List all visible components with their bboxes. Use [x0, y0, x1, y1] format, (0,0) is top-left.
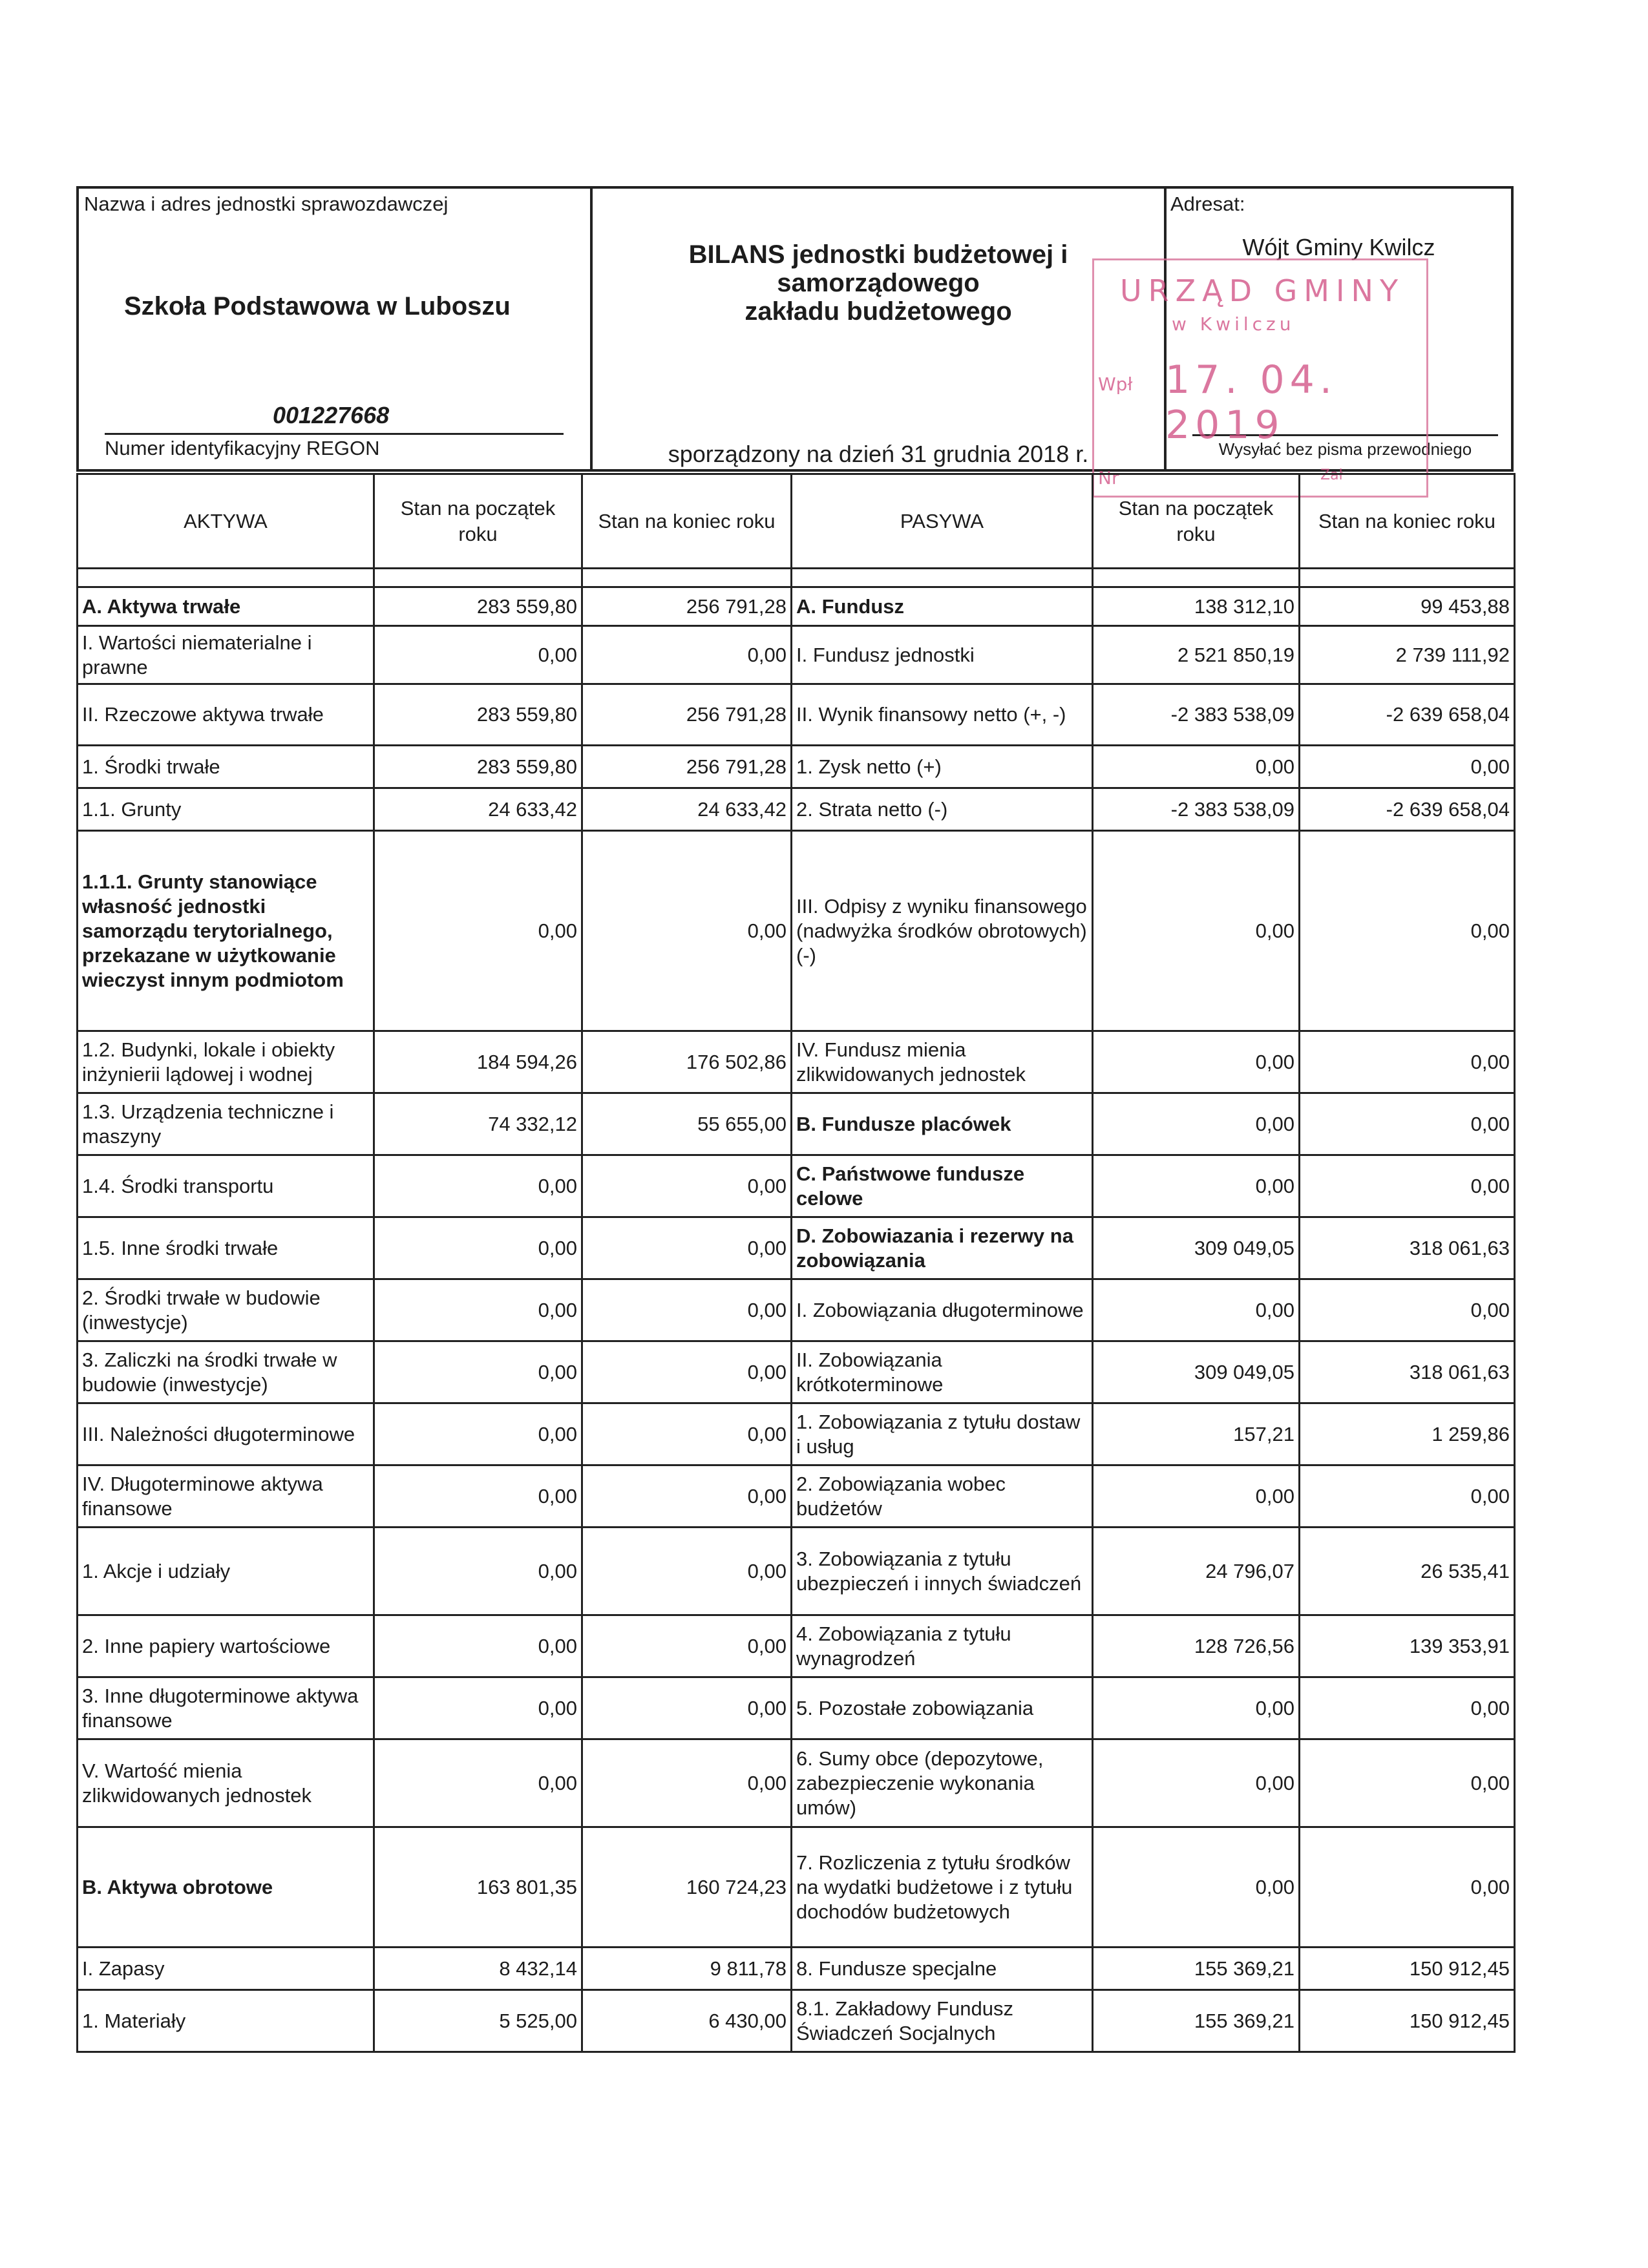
regon-value: 001227668 — [273, 402, 390, 428]
pasywa-start-value: 2 521 850,19 — [1093, 626, 1300, 684]
title-line-1: BILANS jednostki budżetowej i — [688, 240, 1068, 269]
aktywa-end-value: 0,00 — [582, 831, 792, 1031]
table-row — [78, 684, 1515, 746]
aktywa-end-value: 0,00 — [582, 1217, 792, 1279]
aktywa-start-value: 0,00 — [374, 831, 582, 1031]
aktywa-end-value: 0,00 — [582, 1155, 792, 1217]
table-row — [78, 1217, 1515, 1279]
aktywa-end-value: 256 791,28 — [582, 684, 792, 746]
aktywa-start-value: 0,00 — [374, 1528, 582, 1615]
pasywa-start-value: 0,00 — [1093, 1093, 1300, 1155]
stamp-date: 17. 04. 2019 — [1165, 357, 1337, 448]
col-aktywa-end: Stan na koniec roku — [582, 474, 792, 569]
table-row — [78, 1827, 1515, 1948]
pasywa-start-value: 138 312,10 — [1093, 587, 1300, 626]
pasywa-start-value: 0,00 — [1093, 1465, 1300, 1528]
title-line-2: samorządowego — [777, 269, 980, 297]
aktywa-end-value: 0,00 — [582, 1677, 792, 1739]
aktywa-label: 1.5. Inne środki trwałe — [78, 1217, 374, 1279]
pasywa-start-value: 0,00 — [1093, 1677, 1300, 1739]
aktywa-label: A. Aktywa trwałe — [78, 587, 374, 626]
pasywa-label: 8.1. Zakładowy Fundusz Świadczeń Socjalnych — [792, 1990, 1093, 2052]
aktywa-start-value: 283 559,80 — [374, 587, 582, 626]
pasywa-label: 1. Zobowiązania z tytułu dostaw i usług — [792, 1403, 1093, 1465]
table-row — [78, 831, 1515, 1031]
aktywa-end-value: 0,00 — [582, 1341, 792, 1403]
balance-rows — [78, 587, 1515, 2052]
prepared-date: sporządzony na dzień 31 grudnia 2018 r. — [668, 441, 1089, 467]
pasywa-start-value: -2 383 538,09 — [1093, 788, 1300, 831]
pasywa-start-value: 0,00 — [1093, 746, 1300, 788]
column-header-row — [78, 474, 1515, 569]
col-pasywa-start: Stan na początek roku — [1093, 474, 1300, 569]
pasywa-end-value: 26 535,41 — [1300, 1528, 1515, 1615]
aktywa-label: II. Rzeczowe aktywa trwałe — [78, 684, 374, 746]
aktywa-end-value: 176 502,86 — [582, 1031, 792, 1093]
aktywa-end-value: 9 811,78 — [582, 1948, 792, 1990]
pasywa-end-value: 0,00 — [1300, 831, 1515, 1031]
table-row — [78, 587, 1515, 626]
pasywa-start-value: 157,21 — [1093, 1403, 1300, 1465]
pasywa-label: B. Fundusze placówek — [792, 1093, 1093, 1155]
stamp-wpl: Wpł — [1098, 373, 1133, 395]
pasywa-label: I. Zobowiązania długoterminowe — [792, 1279, 1093, 1341]
table-row — [78, 1990, 1515, 2052]
adresat-value: Wójt Gminy Kwilcz — [1242, 234, 1435, 260]
title-cell — [593, 189, 1167, 469]
regon-divider — [105, 433, 564, 435]
table-row — [78, 1465, 1515, 1528]
pasywa-end-value: 0,00 — [1300, 1279, 1515, 1341]
pasywa-start-value: 0,00 — [1093, 1155, 1300, 1217]
aktywa-start-value: 74 332,12 — [374, 1093, 582, 1155]
table-row — [78, 1403, 1515, 1465]
aktywa-start-value: 24 633,42 — [374, 788, 582, 831]
aktywa-label: III. Należności długoterminowe — [78, 1403, 374, 1465]
aktywa-label: 2. Środki trwałe w budowie (inwestycje) — [78, 1279, 374, 1341]
aktywa-start-value: 163 801,35 — [374, 1827, 582, 1948]
aktywa-label: 1.1.1. Grunty stanowiące własność jednostki samorządu terytorialnego, przekazane w użytkowanie wieczyst innym podmiotom — [78, 831, 374, 1031]
table-row — [78, 1677, 1515, 1739]
pasywa-label: III. Odpisy z wyniku finansowego (nadwyżka środków obrotowych) (-) — [792, 831, 1093, 1031]
pasywa-label: A. Fundusz — [792, 587, 1093, 626]
col-aktywa-start: Stan na początek roku — [374, 474, 582, 569]
aktywa-start-value: 0,00 — [374, 1465, 582, 1528]
pasywa-end-value: 0,00 — [1300, 1827, 1515, 1948]
aktywa-end-value: 0,00 — [582, 1403, 792, 1465]
pasywa-end-value: 0,00 — [1300, 1465, 1515, 1528]
aktywa-label: 1.2. Budynki, lokale i obiekty inżynierii lądowej i wodnej — [78, 1031, 374, 1093]
table-row — [78, 626, 1515, 684]
unit-info-cell — [79, 189, 593, 469]
pasywa-end-value: 1 259,86 — [1300, 1403, 1515, 1465]
pasywa-end-value: 318 061,63 — [1300, 1341, 1515, 1403]
title-line-3: zakładu budżetowego — [745, 297, 1012, 326]
stamp-office: URZĄD GMINY — [1120, 273, 1405, 308]
pasywa-end-value: 0,00 — [1300, 1739, 1515, 1827]
aktywa-start-value: 8 432,14 — [374, 1948, 582, 1990]
adresat-label: Adresat: — [1170, 193, 1245, 215]
aktywa-start-value: 0,00 — [374, 1615, 582, 1677]
pasywa-label: 1. Zysk netto (+) — [792, 746, 1093, 788]
pasywa-label: 3. Zobowiązania z tytułu ubezpieczeń i innych świadczeń — [792, 1528, 1093, 1615]
pasywa-label: II. Zobowiązania krótkoterminowe — [792, 1341, 1093, 1403]
aktywa-label: B. Aktywa obrotowe — [78, 1827, 374, 1948]
pasywa-end-value: 99 453,88 — [1300, 587, 1515, 626]
aktywa-start-value: 5 525,00 — [374, 1990, 582, 2052]
pasywa-start-value: 0,00 — [1093, 1279, 1300, 1341]
stamp-place: w Kwilczu — [1172, 313, 1295, 335]
aktywa-label: 1. Środki trwałe — [78, 746, 374, 788]
pasywa-end-value: -2 639 658,04 — [1300, 788, 1515, 831]
pasywa-label: IV. Fundusz mienia zlikwidowanych jednostek — [792, 1031, 1093, 1093]
table-row — [78, 1341, 1515, 1403]
aktywa-label: 3. Inne długoterminowe aktywa finansowe — [78, 1677, 374, 1739]
pasywa-start-value: 0,00 — [1093, 831, 1300, 1031]
pasywa-start-value: -2 383 538,09 — [1093, 684, 1300, 746]
regon-label: Numer identyfikacyjny REGON — [105, 437, 380, 459]
table-row — [78, 746, 1515, 788]
aktywa-end-value: 0,00 — [582, 1739, 792, 1827]
table-row — [78, 1615, 1515, 1677]
pasywa-start-value: 309 049,05 — [1093, 1217, 1300, 1279]
stamp-nr: Nr — [1098, 467, 1119, 488]
pasywa-end-value: 150 912,45 — [1300, 1990, 1515, 2052]
pasywa-label: 2. Zobowiązania wobec budżetów — [792, 1465, 1093, 1528]
aktywa-start-value: 283 559,80 — [374, 684, 582, 746]
aktywa-end-value: 0,00 — [582, 626, 792, 684]
aktywa-label: 2. Inne papiery wartościowe — [78, 1615, 374, 1677]
pasywa-end-value: 0,00 — [1300, 1155, 1515, 1217]
aktywa-start-value: 0,00 — [374, 1155, 582, 1217]
aktywa-label: 1.3. Urządzenia techniczne i maszyny — [78, 1093, 374, 1155]
pasywa-end-value: 318 061,63 — [1300, 1217, 1515, 1279]
aktywa-label: 1. Akcje i udziały — [78, 1528, 374, 1615]
pasywa-start-value: 0,00 — [1093, 1031, 1300, 1093]
pasywa-end-value: 139 353,91 — [1300, 1615, 1515, 1677]
pasywa-label: 8. Fundusze specjalne — [792, 1948, 1093, 1990]
aktywa-start-value: 0,00 — [374, 1403, 582, 1465]
aktywa-label: 1. Materiały — [78, 1990, 374, 2052]
aktywa-start-value: 0,00 — [374, 1217, 582, 1279]
table-row — [78, 1155, 1515, 1217]
aktywa-start-value: 0,00 — [374, 626, 582, 684]
pasywa-label: 2. Strata netto (-) — [792, 788, 1093, 831]
aktywa-start-value: 0,00 — [374, 1279, 582, 1341]
stamp-zal: Zał — [1320, 467, 1343, 483]
pasywa-label: 4. Zobowiązania z tytułu wynagrodzeń — [792, 1615, 1093, 1677]
aktywa-start-value: 0,00 — [374, 1739, 582, 1827]
pasywa-end-value: 0,00 — [1300, 1677, 1515, 1739]
col-pasywa-end: Stan na koniec roku — [1300, 474, 1515, 569]
pasywa-start-value: 24 796,07 — [1093, 1528, 1300, 1615]
aktywa-end-value: 0,00 — [582, 1279, 792, 1341]
pasywa-end-value: 0,00 — [1300, 746, 1515, 788]
aktywa-label: 1.1. Grunty — [78, 788, 374, 831]
table-row — [78, 788, 1515, 831]
pasywa-end-value: 0,00 — [1300, 1093, 1515, 1155]
aktywa-label: I. Wartości niematerialne i prawne — [78, 626, 374, 684]
pasywa-label: II. Wynik finansowy netto (+, -) — [792, 684, 1093, 746]
pasywa-label: I. Fundusz jednostki — [792, 626, 1093, 684]
report-title — [593, 240, 1164, 326]
aktywa-start-value: 283 559,80 — [374, 746, 582, 788]
aktywa-start-value: 184 594,26 — [374, 1031, 582, 1093]
aktywa-label: 3. Zaliczki na środki trwałe w budowie (inwestycje) — [78, 1341, 374, 1403]
pasywa-start-value: 155 369,21 — [1093, 1990, 1300, 2052]
aktywa-end-value: 55 655,00 — [582, 1093, 792, 1155]
table-row — [78, 1528, 1515, 1615]
pasywa-label: D. Zobowiazania i rezerwy na zobowiązania — [792, 1217, 1093, 1279]
pasywa-start-value: 309 049,05 — [1093, 1341, 1300, 1403]
pasywa-end-value: 0,00 — [1300, 1031, 1515, 1093]
table-row — [78, 1739, 1515, 1827]
table-row — [78, 1093, 1515, 1155]
aktywa-label: 1.4. Środki transportu — [78, 1155, 374, 1217]
pasywa-start-value: 128 726,56 — [1093, 1615, 1300, 1677]
header-gap-row — [78, 569, 1515, 587]
pasywa-start-value: 0,00 — [1093, 1827, 1300, 1948]
col-pasywa: PASYWA — [792, 474, 1093, 569]
aktywa-end-value: 6 430,00 — [582, 1990, 792, 2052]
aktywa-label: I. Zapasy — [78, 1948, 374, 1990]
aktywa-label: V. Wartość mienia zlikwidowanych jednostek — [78, 1739, 374, 1827]
pasywa-end-value: -2 639 658,04 — [1300, 684, 1515, 746]
aktywa-end-value: 256 791,28 — [582, 587, 792, 626]
unit-name-label: Nazwa i adres jednostki sprawozdawczej — [84, 193, 449, 215]
pasywa-label: 7. Rozliczenia z tytułu środków na wydatki budżetowe i z tytułu dochodów budżetowych — [792, 1827, 1093, 1948]
aktywa-end-value: 0,00 — [582, 1615, 792, 1677]
pasywa-label: C. Państwowe fundusze celowe — [792, 1155, 1093, 1217]
aktywa-end-value: 0,00 — [582, 1528, 792, 1615]
table-row — [78, 1948, 1515, 1990]
table-row — [78, 1031, 1515, 1093]
aktywa-start-value: 0,00 — [374, 1341, 582, 1403]
balance-table — [76, 473, 1516, 2053]
table-row — [78, 1279, 1515, 1341]
aktywa-end-value: 256 791,28 — [582, 746, 792, 788]
receipt-stamp — [1092, 258, 1428, 498]
pasywa-label: 5. Pozostałe zobowiązania — [792, 1677, 1093, 1739]
aktywa-label: IV. Długoterminowe aktywa finansowe — [78, 1465, 374, 1528]
adresat-note: Wysyłać bez pisma przewodniego — [1218, 439, 1472, 459]
pasywa-label: 6. Sumy obce (depozytowe, zabezpieczenie wykonania umów) — [792, 1739, 1093, 1827]
pasywa-end-value: 2 739 111,92 — [1300, 626, 1515, 684]
aktywa-end-value: 160 724,23 — [582, 1827, 792, 1948]
pasywa-end-value: 150 912,45 — [1300, 1948, 1515, 1990]
col-aktywa: AKTYWA — [78, 474, 374, 569]
aktywa-start-value: 0,00 — [374, 1677, 582, 1739]
pasywa-start-value: 0,00 — [1093, 1739, 1300, 1827]
aktywa-end-value: 24 633,42 — [582, 788, 792, 831]
aktywa-end-value: 0,00 — [582, 1465, 792, 1528]
pasywa-start-value: 155 369,21 — [1093, 1948, 1300, 1990]
unit-name: Szkoła Podstawowa w Luboszu — [124, 292, 511, 320]
